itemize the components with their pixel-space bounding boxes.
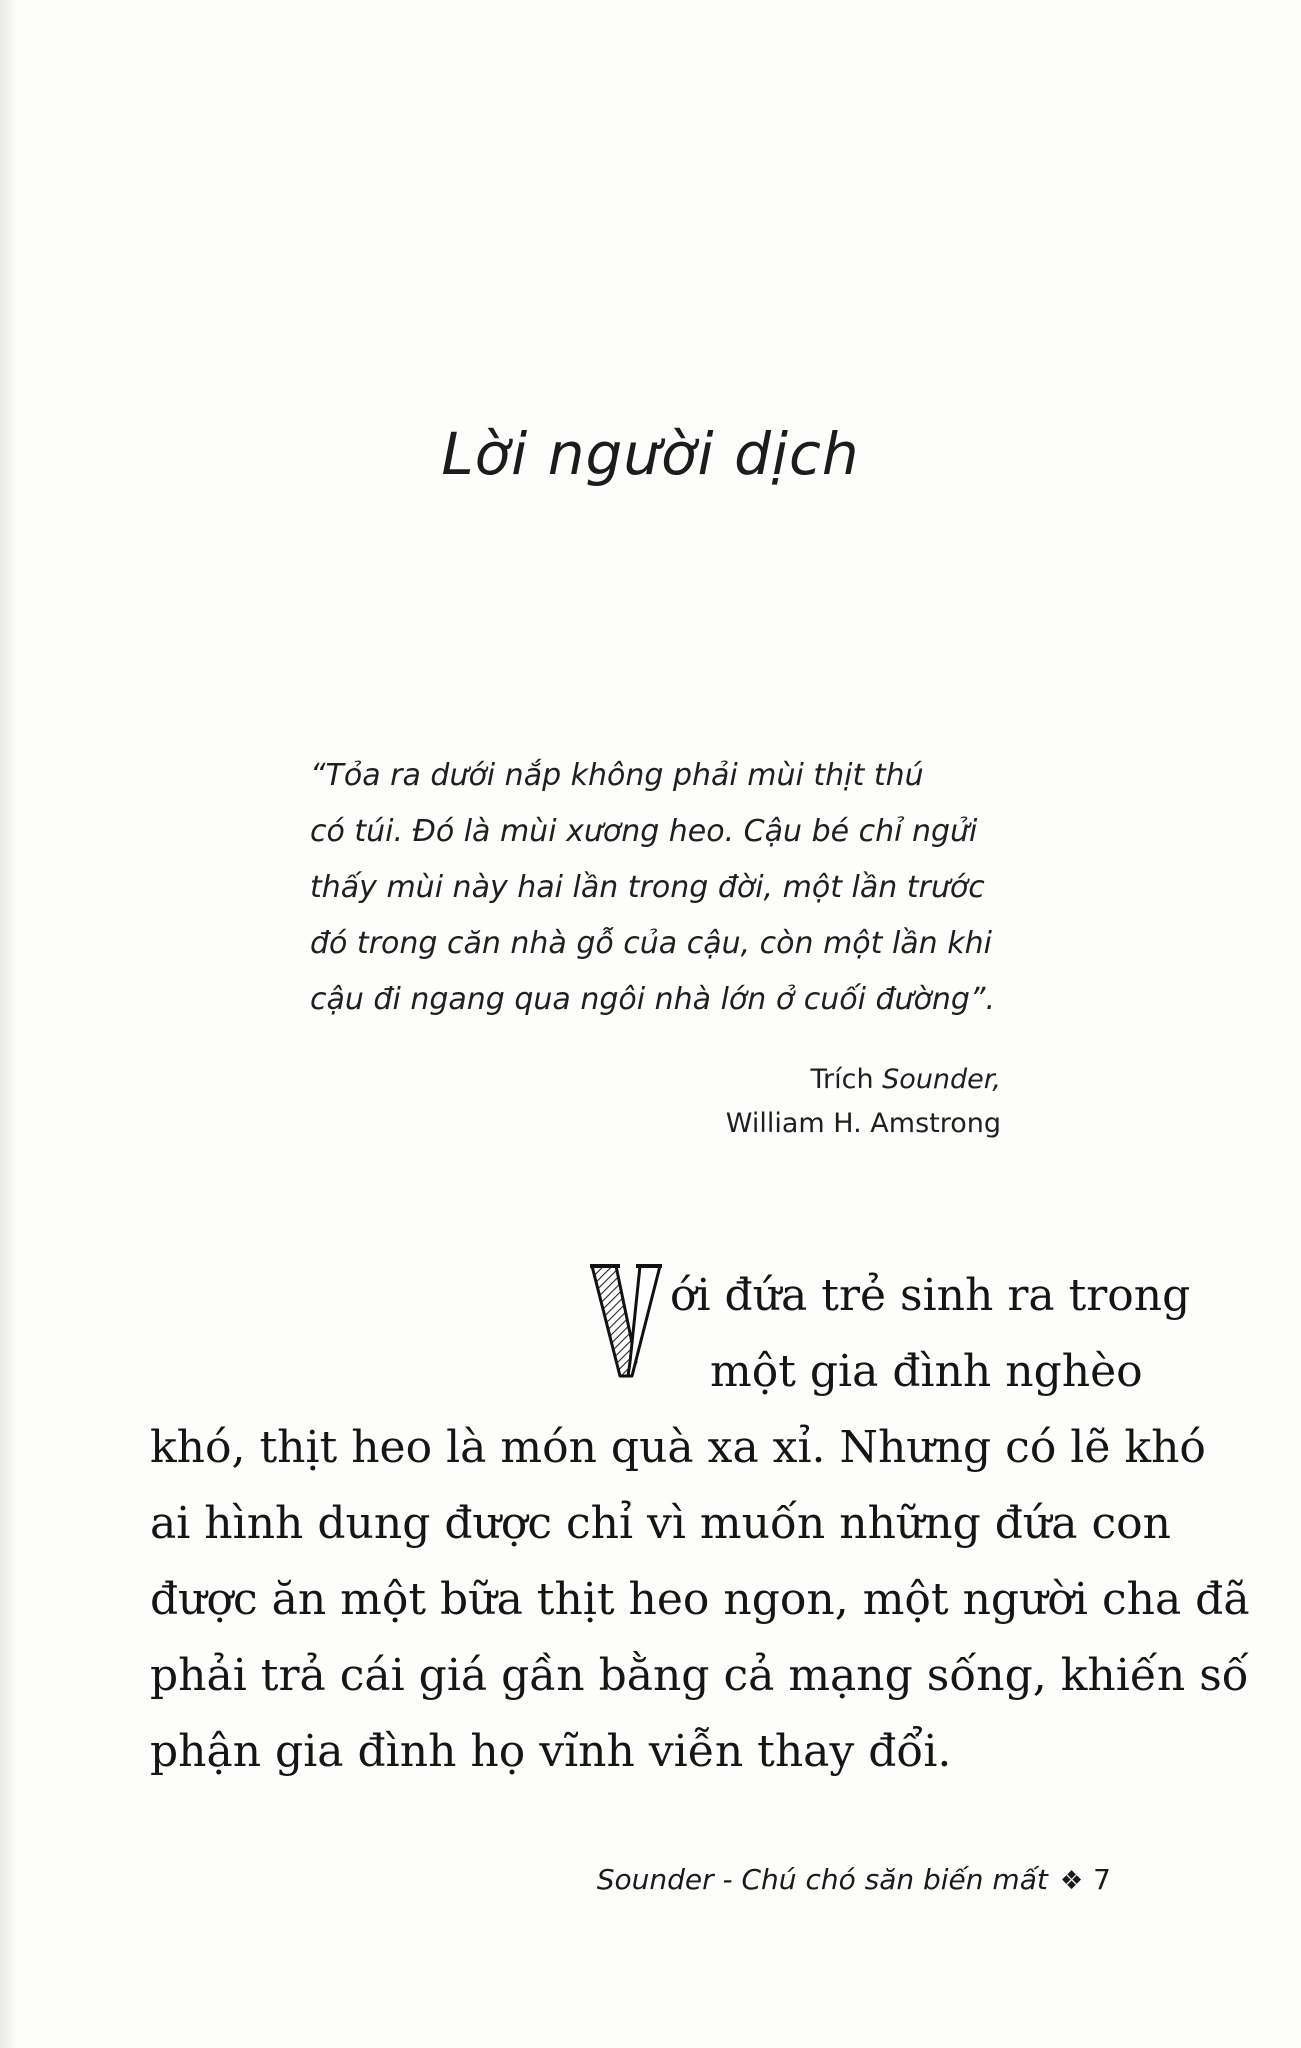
- attribution-book-title: Sounder,: [882, 1064, 1001, 1095]
- epigraph-line: có túi. Đó là mùi xương heo. Cậu bé chỉ ngửi: [310, 814, 978, 849]
- attribution-prefix: Trích: [810, 1064, 883, 1095]
- body-line: phận gia đình họ vĩnh viễn thay đổi.: [150, 1726, 952, 1777]
- running-title: Sounder - Chú chó săn biến mất: [596, 1863, 1048, 1896]
- ornament-icon: ❖: [1059, 1866, 1084, 1896]
- body-line: khó, thịt heo là món quà xa xỉ. Nhưng có lẽ khó: [150, 1422, 1206, 1473]
- body-line: ai hình dung được chỉ vì muốn những đứa con: [150, 1498, 1171, 1549]
- epigraph-line: “Tỏa ra dưới nắp không phải mùi thịt thú: [310, 758, 924, 793]
- body-line: ới đứa trẻ sinh ra trong: [670, 1270, 1191, 1321]
- body-line: một gia đình nghèo: [710, 1346, 1143, 1397]
- page-edge-shadow: [0, 0, 18, 2048]
- page-number: 7: [1093, 1863, 1111, 1896]
- drop-cap-v: [590, 1262, 662, 1380]
- epigraph-line: cậu đi ngang qua ngôi nhà lớn ở cuối đường”.: [310, 982, 995, 1017]
- epigraph-quote: [310, 748, 1010, 1028]
- body-line: được ăn một bữa thịt heo ngon, một người cha đã: [150, 1574, 1250, 1625]
- chapter-title: Lời người dịch: [441, 420, 860, 488]
- epigraph-attribution: [726, 1058, 1001, 1146]
- running-footer: [597, 1863, 1111, 1896]
- body-line: phải trả cái giá gần bằng cả mạng sống, khiến số: [150, 1650, 1249, 1701]
- epigraph-line: đó trong căn nhà gỗ của cậu, còn một lần khi: [310, 926, 992, 961]
- attribution-source: [726, 1058, 1001, 1102]
- attribution-author: William H. Amstrong: [725, 1108, 1001, 1139]
- epigraph-line: thấy mùi này hai lần trong đời, một lần trước: [310, 870, 985, 905]
